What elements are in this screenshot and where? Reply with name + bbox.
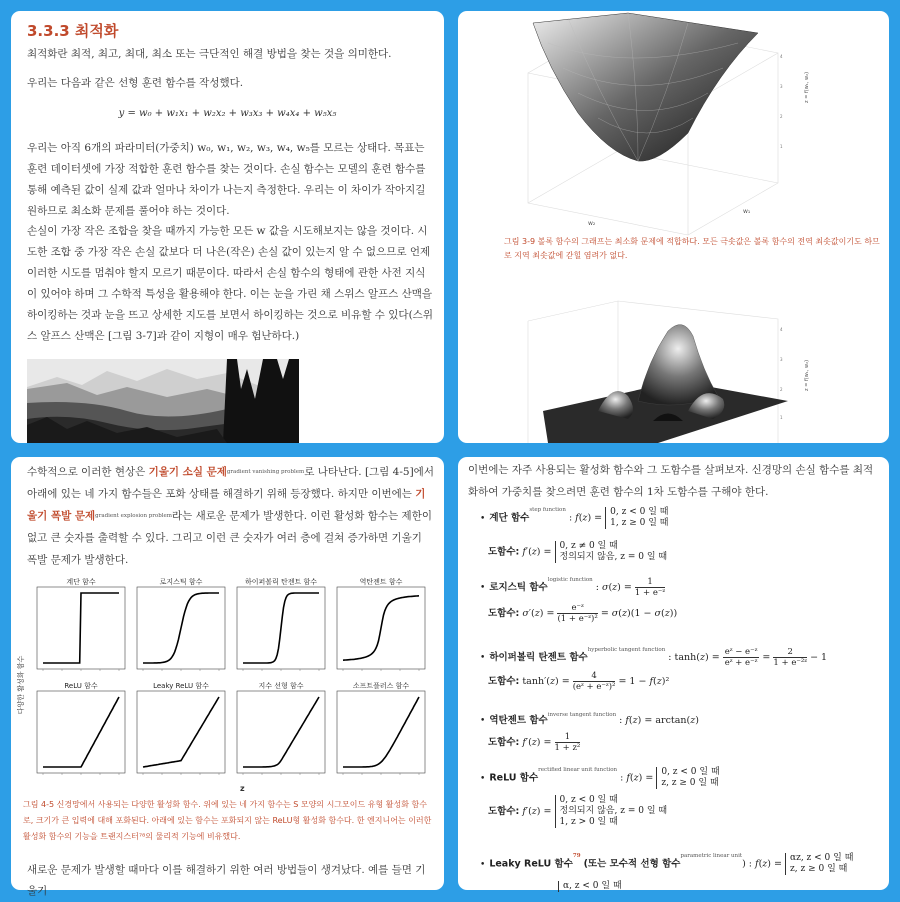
plot-title: Leaky ReLU 함수: [153, 682, 209, 690]
relu-derivative-row: 도함수: f′(z) = 0, z < 0 일 때 정의되지 않음, z = 0 일 때 1, z > 0 일 때: [488, 795, 668, 827]
term-vanishing: 기울기 소실 문제: [148, 466, 227, 478]
svg-text:4: 4: [780, 327, 783, 332]
svg-text:2: 2: [780, 114, 783, 119]
nonconvex-surface-plot: [488, 301, 868, 443]
panel-3d-surfaces: [458, 11, 889, 443]
convex-surface-plot: [488, 13, 868, 238]
w2-label: w₂: [588, 220, 596, 227]
grid-xlabel: z: [240, 784, 245, 793]
step-derivative-row: 도함수: f′(z) = 0, z ≠ 0 일 때 정의되지 않음, z = 0 일 때: [488, 541, 668, 562]
plot-title: 하이퍼볼릭 탄젠트 함수: [244, 578, 318, 586]
intro-paragraph-2: 우리는 다음과 같은 선형 훈련 함수를 작성했다.: [27, 77, 244, 89]
svg-text:3: 3: [780, 357, 783, 362]
arctan-derivative-row: 도함수: f′(z) = $\frac{1}{\text{1 + z²}}$: [488, 732, 581, 753]
activation-function-grid: [15, 575, 435, 795]
tanh-derivative-row: 도함수: tanh′(z) = $\frac{4}{\text{(eᶻ + e⁻ᶻ)²}}$ = 1 − f(z)²: [488, 671, 670, 692]
panel-optimization-text: [11, 11, 444, 443]
figure-caption-4-5: 그림 4-5 신경망에서 사용되는 다양한 활성화 함수. 위에 있는 네 가지 함수는 S 모양의 시그모이드 유형 활성화 함수로, 크기가 큰 입력에 대해 포화된다. 아래에 있는 함수는 포화되지 않는 ReLU형 활성화 함수다. 한 엔지니어는 이러한 활성화 함수의 기능을 트랜지스터⁷⁸의 물리적 기능에 비유했다.: [23, 800, 432, 841]
leaky-derivative-row: α, z < 0 일 때: [558, 881, 622, 890]
term-explosion: 기울기 폭발 문제: [27, 488, 426, 522]
plot-title: 소프트플러스 함수: [352, 682, 410, 690]
logistic-function-row: • 로지스틱 함수$^{logistic function}$ : σ(z) = $\frac{1}{\text{1 + e⁻ᶻ}}$: [480, 577, 666, 598]
plot-title: 계단 함수: [66, 578, 96, 586]
plot-title: 지수 선형 함수: [258, 682, 304, 690]
svg-text:1: 1: [780, 144, 783, 149]
bottom-paragraph: 새로운 문제가 발생할 때마다 이를 해결하기 위한 여러 방법들이 생겨났다. 예를 들면 기울기: [27, 864, 426, 897]
relu-function-row: • ReLU 함수$^{rectified linear unit function}$ : f(z) = 0, z < 0 일 때 z, z ≥ 0 일 때: [480, 767, 720, 788]
alps-photo: [27, 359, 299, 443]
panel-activation-functions: [11, 457, 444, 897]
section-heading: 3.3.3 최적화: [27, 22, 119, 40]
figure-caption-3-9: 그림 3-9 볼록 함수의 그래프는 최소화 문제에 적합하다. 모든 극솟값은 볼록 함수의 전역 최솟값이기도 하므로 지역 최솟값에 갇힐 염려가 없다.: [504, 237, 880, 260]
plot-title: ReLU 함수: [64, 682, 98, 690]
paragraph-2: 손실이 가장 작은 조합을 찾을 때까지 가능한 모든 w 값을 시도해보지는 않을 것이다. 시도한 조합 중 가장 작은 손실 값보다 더 나은(작은) 손실 값이 있는지 알 수 없으므로 언제 이러한 시도를 멈춰야 할지 모르기 때문이다. 따라서 손실 함수의 형태에 관한 사전 지식이 있어야 하며 그 수학적 특성을 활용해야 한다. 이는 눈을 가린 채 스위스 알프스 산맥을 하이킹하는 것과 눈을 뜨고 상세한 지도를 보면서 하이킹하는 것으로 비유할 수 있다(스위스 알프스 산맥은 [그림 3-7]과 같이 지형이 매우 험난하다.): [27, 225, 433, 342]
leaky-relu-function-row: • Leaky ReLU 함수$^{79}$ (또는 모수적 선형 함수$^{parametric linear unit}$) : f(z) = αz, z < 0 일 때 z, z ≥ 0 일 때: [480, 853, 854, 874]
linear-equation: y = w₀ + w₁x₁ + w₂x₂ + w₃x₃ + w₄x₄ + w₅x₅: [118, 108, 337, 119]
step-function-row: • 계단 함수$^{step function}$ : f(z) = 0, z < 0 일 때 1, z ≥ 0 일 때: [480, 507, 669, 528]
svg-text:2: 2: [780, 387, 783, 392]
plot-frame: [337, 691, 425, 773]
intro-paragraph: 최적화란 최적, 최고, 최대, 최소 또는 극단적인 해결 방법을 찾는 것을 의미한다.: [27, 48, 392, 60]
derivatives-intro: 이번에는 자주 사용되는 활성화 함수와 그 도함수를 살펴보자. 신경망의 손실 함수를 최적화하여 가중치를 찾으려면 훈련 함수의 1차 도함수를 구해야 한다.: [468, 464, 874, 498]
panel-derivatives: [458, 457, 889, 890]
logistic-derivative-row: 도함수: σ′(z) = $\frac{\text{e⁻ᶻ}}{\text{(1 + e⁻ᶻ)²}}$ = σ(z)(1 − σ(z)): [488, 603, 678, 624]
svg-text:3: 3: [780, 84, 783, 89]
grid-ylabel: 다양한 활성화 함수: [17, 655, 25, 715]
svg-text:4: 4: [780, 54, 783, 59]
w1-label: w₁: [743, 208, 751, 215]
plot-title: 역탄젠트 함수: [359, 578, 403, 586]
gradient-paragraph: 수학적으로 이러한 현상은 기울기 소실 문제$^{gradient vanishing problem}$로 나타난다. [그림 4-5]에서 아래에 있는 네 가지 함수들은 포화 상태를 해결하기 위해 등장했다. 하지만 이번에는 기울기 폭발 문제$^{gradient explosion problem}$라는 새로운 문제가 발생한다. 이런 활성화 함수는 제한이 없고 큰 숫자를 출력할 수 있다. 그리고 이런 큰 숫자가 여러 층에 걸쳐 증가하면 기울기 폭발 문제가 발생한다.: [27, 466, 434, 566]
z-axis-label: z = f(w₁, w₂): [804, 71, 810, 103]
plot-title: 로지스틱 함수: [159, 578, 203, 586]
paragraph-1: 우리는 아직 6개의 파라미터(가중치) w₀, w₁, w₂, w₃, w₄, w₅를 모르는 상태다. 목표는 훈련 데이터셋에 가장 적합한 훈련 함수를 찾는 것이다. 손실 함수는 모델의 훈련 함수를 통해 예측된 값이 실제 값과 얼마나 차이가 나는지 측정한다. 우리는 이 차이가 작아지길 원하므로 최소화 문제를 풀어야 하는 것이다.: [27, 142, 426, 217]
svg-text:1: 1: [780, 415, 783, 420]
tanh-function-row: • 하이퍼볼릭 탄젠트 함수$^{hyperbolic tangent function}$ : tanh(z) = $\frac{\text{eᶻ − e⁻ᶻ}}{\text{eᶻ + e⁻ᶻ}}$ = $\frac{2}{\text{1 + e⁻²ᶻ}}$ − 1: [480, 647, 828, 668]
arctan-function-row: • 역탄젠트 함수$^{inverse tangent function}$ : f(z) = arctan(z): [480, 712, 699, 726]
plot-frame: [37, 691, 125, 773]
svg-text:z = f(w₁, w₂): z = f(w₁, w₂): [804, 359, 810, 391]
